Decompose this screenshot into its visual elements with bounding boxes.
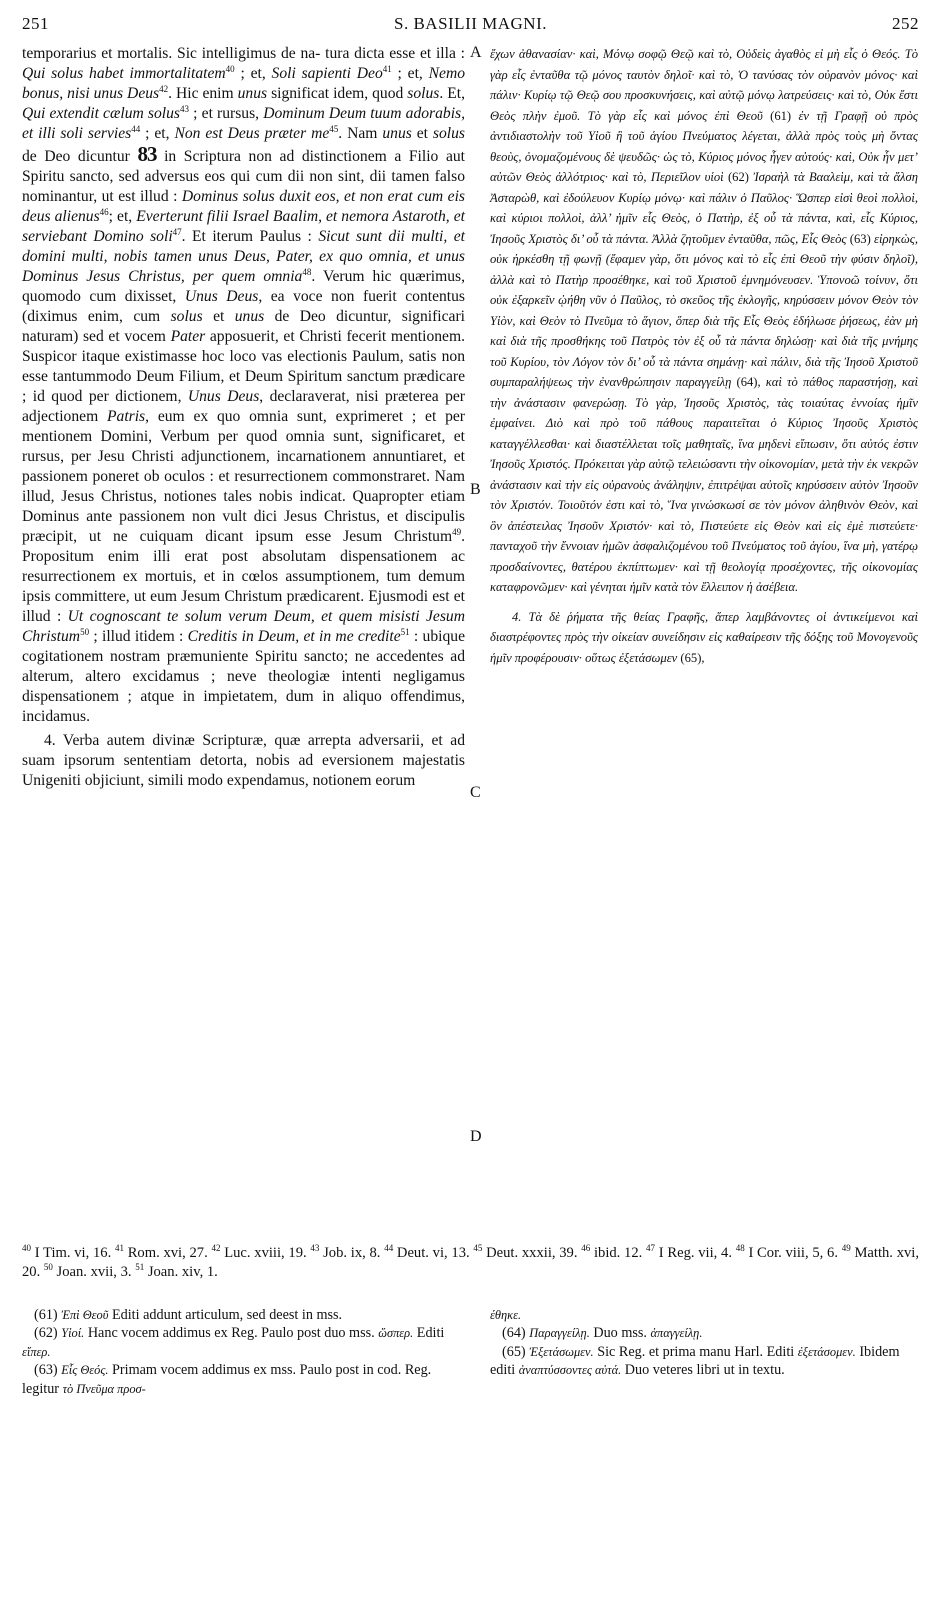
footnote-ref: 49 <box>841 1243 851 1254</box>
italic-quote: Dominus solus duxit eos, et non erat cum eis deus alienus <box>22 188 465 225</box>
note-marker: (65) <box>680 650 702 665</box>
italic-quote: Everterunt filii Israel Baalim, et nemora Astaroth, et serviebant Domino soli <box>22 208 465 245</box>
greek-term: ἀπαγγείλῃ. <box>650 1326 703 1341</box>
margin-marker-a: A <box>470 44 482 61</box>
running-title: S. BASILII MAGNI. <box>394 14 547 33</box>
note-marker: (63) <box>849 231 871 246</box>
greek-term: έθηκε. <box>490 1308 522 1322</box>
column-number: 83 <box>137 142 157 166</box>
footnote-ref: 51 <box>135 1262 145 1273</box>
greek-paragraph-1: ἔχων ἀθανασίαν· καὶ, Μόνῳ σοφῷ Θεῷ καὶ τὸ, Οὐδεὶς ἀγαθὸς εἰ μὴ εἷς ὁ Θεός. Τὸ γὰρ εἷς ἐνταῦθα τῷ μόνος ταυτὸν δηλοῖ· καὶ τὸ, Ὁ τανύσας τὸν οὐρανὸν μόνος· καὶ πάλιν· Κυρίῳ τῷ Θεῷ σου προσκυνήσεις, καὶ αὐτῷ μόνῳ λατρεύσεις· καὶ τὸ, Οὐκ ἔστι Θεὸς πλὴν ἐμοῦ. Τὸ γὰρ εἷς καὶ μόνος ἐπὶ Θεοῦ (61) ἐν τῇ Γραφῇ οὐ πρὸς ἀντιδιαστολὴν τοῦ Υἱοῦ ἢ τοῦ ἁγίου Πνεύματος λέγεται, ἀλλὰ πρὸς τοὺς μὴ ὄντας θεοὺς, ὀνομαζομένους δὲ ψευδῶς· ὡς τὸ, Κύριος μόνος ἦγεν αὐτούς· καὶ, Οὐκ ἦν μετ’ αὐτῶν Θεὸς ἀλλότριος· καὶ τὸ, Περιεῖλον υἱοὶ (62) Ἰσραὴλ τὰ Βααλεὶμ, καὶ τὰ ἄλση Ἀσταρὼθ, καὶ ἐδούλευον Κυρίῳ μόνῳ· καὶ πάλιν ὁ Παῦλος· Ὥσπερ εἰσὶ θεοὶ πολλοὶ, καὶ κύριοι πολλοὶ, ἀλλ’ ἡμῖν εἷς Θεὸς, ὁ Πατὴρ, ἐξ οὗ τὰ πάντα, καὶ, εἷς Κύριος, Ἰησοῦς Χριστὸς δι’ οὗ τὰ πάντα. Ἀλλὰ ζητοῦμεν ἐνταῦθα, πῶς, Εἷς Θεὸς (63) εἰρηκὼς, οὐκ ἠρκέσθη τῇ φωνῇ (ἔφαμεν γὰρ, ὅτι μόνος καὶ τὸ εἷς ἐπὶ Θεοῦ τὴν φύσιν δηλοῖ), ἀλλὰ καὶ τὸ Πατὴρ προσέθηκε, καὶ τοῦ Χριστοῦ ἐμνημόνευσεν. Ὑπονοῶ τοίνυν, ὅτι οὐκ ἐξαρκεῖν ᾠήθη νῦν ὁ Παῦλος, τὸ σκεῦος τῆς ἐκλογῆς, κηρύσσειν μόνον Θεὸν τὸν Υἱὸν, καὶ Θεὸν τὸ Πνεῦμα τὸ ἅγιον, ὅπερ διὰ τῆς Εἷς Θεὸς ἐδήλωσε ῥήσεως, ἐὰν μὴ καὶ διὰ τῆς προσθήκης τοῦ Πατρὸς τὸν ἐξ οὗ τὰ πάντα δηλώσῃ· καὶ διὰ τῆς μνήμης τοῦ Κυρίου, τὸν Λόγον τὸν δι’ οὗ τὰ πάντα σημάνῃ· καὶ πάλιν, διὰ τῆς Ἰησοῦ Χριστοῦ συμπαραλήψεως τὴν ἐνανθρώπησιν παραγγείλῃ (64), καὶ τὸ πάθος παραστήσῃ, καὶ τὴν ἀνάστασιν φανερώσῃ. Τὸ γὰρ, Ἰησοῦς Χριστὸς, τὰς τοιαύτας ἐννοίας ἡμῖν ἐμφαίνει. Διὸ καὶ πρὸ τοῦ πάθους παραιτεῖται ὁ Κύριος Ἰησοῦς Χριστὸς καταγγέλλεσθαι· καὶ διαστέλλεται τοῖς μαθηταῖς, ἵνα μηδενὶ εἴπωσιν, ὅτι αὐτός ἐστιν Ἰησοῦς Χριστός. Πρόκειται γὰρ αὐτῷ τελειώσαντι τὴν οἰκονομίαν, μετὰ τὴν ἐκ νεκρῶν ἀνάστασιν καὶ τὴν εἰς οὐρανοὺς ἀνάληψιν, ἐπιτρέψαι αὐτοῖς κηρύσσειν αὐτὸν Ἰησοῦν τὸν Χριστόν. Τοιοῦτόν ἐστι καὶ τὸ, Ἵνα γινώσκωσί σε τὸν μόνον ἀληθινὸν Θεὸν, καὶ ὃν ἀπέστειλας Ἰησοῦν Χριστόν· καὶ τὸ, Πιστεύετε εἰς Θεὸν καὶ εἰς ἐμὲ πιστεύετε· πανταχοῦ τὴν ἔννοιαν ἡμῶν ἀσφαλιζομένου τοῦ Πνεύματος τοῦ ἁγίου, ἵνα μὴ, γατέρῳ προσδαίνοντες, θατέρου ἐκπίπτωμεν· καὶ τῇ θεολογίᾳ προσέχοντες, τῆς οἰκονομίας καταφρονῶμεν· καὶ γένηται ἡμῖν κατὰ τὸν ἔλλειπον ἡ ἀσέβεια. <box>490 47 919 594</box>
footnote-ref: 42 <box>211 1243 221 1254</box>
page-header <box>22 14 919 40</box>
italic-quote: Nemo bonus, nisi unus Deus <box>22 65 466 102</box>
footnote <box>490 1306 918 1324</box>
footnote-ref: 47 <box>646 1243 656 1254</box>
footnote-ref: 46 <box>581 1243 591 1254</box>
italic-quote: solus <box>432 125 465 142</box>
footnote-ref: 43 <box>180 103 189 114</box>
greek-term: Υἱοί. <box>61 1326 85 1341</box>
footnote-ref: 44 <box>131 123 141 134</box>
footnote-ref: 43 <box>310 1243 320 1254</box>
italic-quote: Ut cognoscant te solum verum Deum, et quem misisti Jesum Christum <box>22 608 465 645</box>
footnote-ref: 41 <box>114 1243 124 1254</box>
footnote-ref: 48 <box>735 1243 745 1254</box>
italic-quote: unus <box>382 125 412 142</box>
italic-quote: Non est Deus præter me <box>174 125 330 142</box>
scripture-references: $^{40}$ I Tim. vi, 16. $^{41}$ Rom. xvi, 27. $^{42}$ Luc. xviii, 19. $^{43}$ Job. ix, 8. $^{44}$ Deut. vi, 13. $^{45}$ Deut. xxxii, 39. $^{46}$ ibid. 12. $^{47}$ I Reg. vii, 4. $^{48}$ I Cor. viii, 5, 6. $^{49}$ Matth. xvi, 20. $^{50}$ Joan. xvii, 3. $^{51}$ Joan. xiv, 1. <box>22 1243 919 1280</box>
greek-term: εἴπερ. <box>22 1344 51 1359</box>
italic-quote: Dominum Deum tuum adorabis, et illi soli servies <box>22 105 465 142</box>
footnotes-left <box>22 1306 465 1398</box>
footnote-ref: 40 <box>225 63 235 74</box>
footnote: (61) Ἐπὶ Θεοῦ Editi addunt articulum, sed deest in mss. <box>34 1307 343 1323</box>
footnote-ref: 48 <box>302 266 312 277</box>
italic-quote: Sicut sunt dii multi, et domini multi, nobis tamen unus Deus, Pater, ex quo omnia, et unus Dominus Jesus Christus, per quem omnia <box>22 228 465 285</box>
italic-quote: solus <box>407 85 440 102</box>
page-number-right: 252 <box>892 14 919 33</box>
italic-quote: Patris <box>107 408 146 425</box>
footnote-ref: 45 <box>473 1243 483 1254</box>
italic-quote: Soli sapienti Deo <box>271 65 383 82</box>
italic-quote: unus <box>237 85 268 102</box>
italic-quote: Creditis in Deum, et in me credite <box>187 628 401 645</box>
greek-term: τὸ Πνεῦμα προσ- <box>62 1381 146 1396</box>
footnote-ref: 49 <box>452 526 462 537</box>
greek-term: Ἐξετάσωμεν. <box>529 1344 594 1359</box>
page-number-left: 251 <box>22 14 49 33</box>
footnote-ref: 40 <box>22 1243 31 1254</box>
footnote: (63) Εἷς Θεός. Primam vocem addimus ex mss. Paulo post in cod. Reg. legitur τὸ Πνεῦμα προσ- <box>22 1362 432 1397</box>
margin-marker-d: D <box>470 1128 482 1145</box>
greek-column <box>490 44 918 668</box>
italic-quote: Qui extendit cælum solus <box>22 105 180 122</box>
margin-marker-b: B <box>470 481 481 498</box>
greek-term: Εἷς Θεός. <box>61 1363 109 1378</box>
footnote-ref: 41 <box>382 63 392 74</box>
greek-term: ἐξετάσομεν. <box>797 1344 856 1359</box>
footnote-ref: 50 <box>43 1262 53 1273</box>
footnote-ref: 47 <box>172 226 182 237</box>
latin-column <box>22 44 465 791</box>
footnotes-right <box>490 1306 918 1380</box>
footnote: (65) Ἐξετάσωμεν. Sic Reg. et prima manu Harl. Editi ἐξετάσομεν. Ibidem editi ἀναπτύσσοντες αὐτά. Duo veteres libri ut in textu. <box>490 1343 900 1379</box>
note-marker: (61) <box>770 108 792 123</box>
latin-paragraph-2: 4. Verba autem divinæ Scripturæ, quæ arrepta adversarii, et ad suam ipsorum sententiam detorta, nobis ad eversionem majestatis Unigeniti objiciunt, simili modo expendamus, notionem eorum <box>22 732 465 789</box>
italic-quote: Unus Deus <box>187 388 260 405</box>
greek-paragraph-2: 4. Τὰ δὲ ῥήματα τῆς θείας Γραφῆς, ἅπερ λαμβάνοντες οἱ ἀντικείμενοι καὶ διαστρέφοντες πρὸς τὴν οἰκείαν συνείδησιν εἰς καθαίρεσιν τῆς δόξης τοῦ Μονογενοῦς ἡμῖν προφέρουσιν· οὕτως ἐξετάσωμεν (65), <box>490 609 918 665</box>
italic-quote: Pater <box>170 328 206 345</box>
footnote-ref: 45 <box>329 123 339 134</box>
greek-term: ὥσπερ. <box>378 1326 414 1341</box>
footnote: (62) Υἱοί. Hanc vocem addimus ex Reg. Paulo post duo mss. ὥσπερ. Editi εἴπερ. <box>22 1325 445 1359</box>
italic-quote: Unus Deus <box>184 288 259 305</box>
footnote-ref: 44 <box>384 1243 394 1254</box>
footnote-ref: 51 <box>400 626 410 637</box>
note-marker: (64) <box>736 375 758 389</box>
footnote-ref: 42 <box>159 83 169 94</box>
latin-paragraph-1: temporarius et mortalis. Sic intelligimus de na- tura dicta esse et illa : Qui solus habet immortalitatem$^{40}$ ; et, Soli sapienti Deo$^{41}$ ; et, Nemo bonus, nisi unus Deus$^{42}$. Hic enim unus significat idem, quod solus. Et, Qui extendit cælum solus$^{43}$ ; et rursus, Dominum Deum tuum adorabis, et illi soli servies$^{44}$ ; et, Non est Deus præter $me^{45}$. Nam unus et solus de Deo dicuntur 83 in Scriptura non ad distinctionem a Filio aut Spiritu sancto, sed adversus eos qui cum dii non sint, dii tamen falso nominantur, ut est illud : Dominus solus duxit eos, et non erat cum eis deus alienus$^{46}$; et, Everterunt filii Israel Baalim, et nemora Astaroth, et serviebant Domino soli$^{47}$. Et iterum Paulus : Sicut sunt dii multi, et domini multi, nobis tamen unus Deus, Pater, ex quo omnia, et unus Dominus Jesus Christus, per quem omnia$^{48}$. Verum hic quærimus, quomodo cum dixisset, Unus Deus, ea voce non fuerit contentus (diximus enim, cum solus et unus de Deo dicuntur, significari naturam) sed et vocem Pater apposuerit, et Christi fecerit mentionem. Suspicor itaque existimasse hoc loco vas electionis Paulum, satis non esse tantummodo Deum Filium, et Deum Spiritum sanctum prædicare ; id quod per dictionem, Unus Deus, declaraverat, nisi præterea per adjectionem Patris, eum ex quo omnia sunt, exprimeret ; et per mentionem Domini, Verbum per quod omnia sunt, significaret, et rursus, per Jesu Christi adjunctionem, incarnationem annuntiaret, et passionem poneret ob oculos : et resurrectionem commonstraret. Nam illud, Jesus Christus, notiones tales nobis indicat. Quapropter etiam Dominus ante passionem non vult dici Jesus Christus, et discipulis præcipit, ut ne cuiquam dicant ipsum esse Jesum Christum$^{49}$. Propositum enim illi erat post absolutam dispensationem ac resurrectionem ex mortuis, et in cœlos assumptionem, tum demum ipsis committere, ut eum Jesum Christum prædicarent. Ejusmodi est et illud : Ut cognoscant te solum verum Deum, et quem misisti Jesum Christum$^{50}$ ; illud itidem : Creditis in Deum, et in me credite$^{51}$ : ubique cogitationem nostram præmuniente Spiritu sancto; ne accedentes ad alterum, alterο excidamus ; neve theologiæ intenti negligamus dispensationem ; atque in impietatem, dum in aliquo offendimus, incidamus. <box>22 45 466 725</box>
italic-quote: Qui solus habet immortalitatem <box>22 65 226 82</box>
italic-quote: unus <box>234 308 265 325</box>
footnote: (64) Παραγγείλῃ. Duo mss. ἀπαγγείλῃ. <box>502 1325 703 1342</box>
note-marker: (62) <box>727 170 749 184</box>
greek-term: Ἐπὶ Θεοῦ <box>61 1308 109 1322</box>
greek-term: Παραγγείλῃ. <box>529 1326 590 1341</box>
footnote-ref: 46 <box>99 206 109 217</box>
italic-quote: solus <box>170 308 203 325</box>
margin-marker-c: C <box>470 784 481 801</box>
footnote-ref: 50 <box>80 626 90 637</box>
greek-term: ἀναπτύσσοντες αὐτά. <box>518 1363 622 1378</box>
